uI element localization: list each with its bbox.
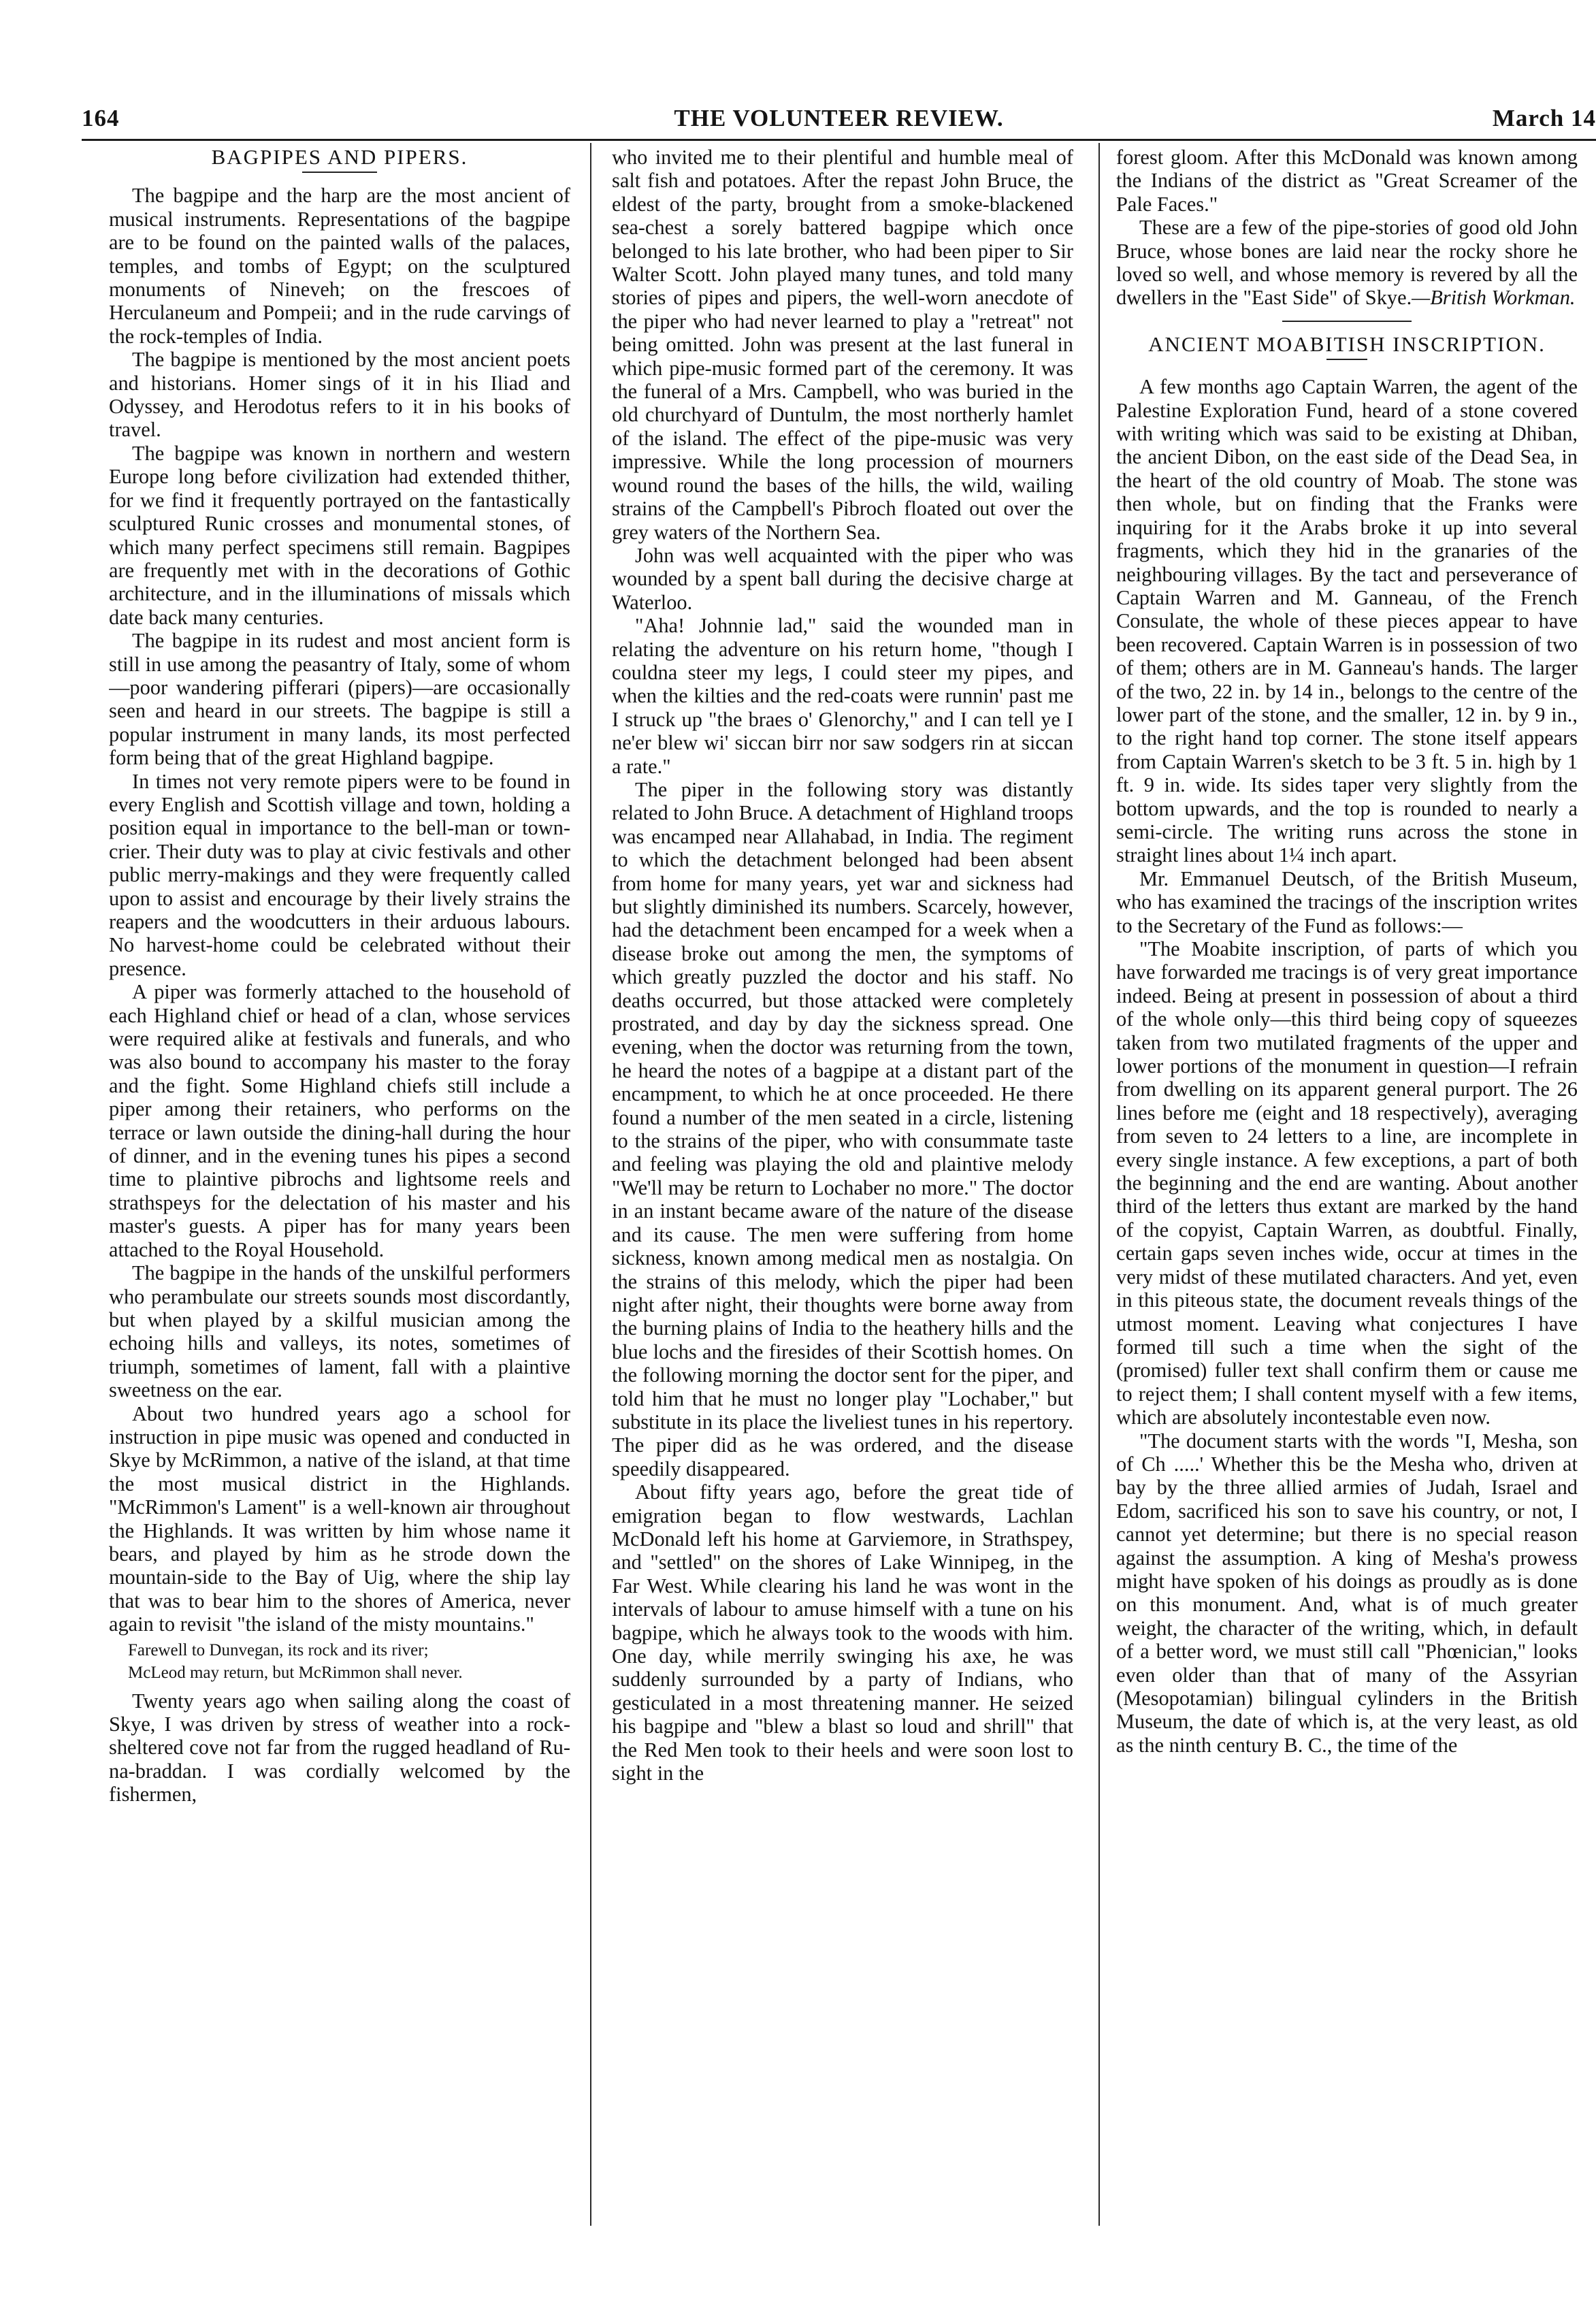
paragraph: About fifty years ago, before the great tide of emigration began to flow westwards, Lachlan McDonald left his home at Garviemore, in Strathspey, and "settled" on the shores of Lake Winnipeg, in the Far West. While clearing his land he was wont in the intervals of labour to amuse himself with a tune on his bagpipe, which he always took to the woods with him. One day, while merrily swinging his axe, he was suddenly surrounded by a party of Indians, who gesticulated in a most threatening manner. He seized his bagpipe and "blew a blast so loud and shrill" that the Red Men took to their heels and were soon lost to sight in the bbox=[612, 1480, 1073, 1785]
paragraph: About two hundred years ago a school for instruction in pipe music was opened and conducted in Skye by McRimmon, a native of the island, at that time the most musical district in the Highlands. "McRimmon's Lament" is a well-known air throughout the Highlands. It was written by him whose name it bears, and played by him as he strode down the mountain-side to the Bay of Uig, where the ship lay that was to bear him to the shores of America, never again to revisit "the island of the misty mountains." bbox=[109, 1401, 570, 1636]
paragraph: A piper was formerly attached to the household of each Highland chief or head of a clan, whose services were required alike at festivals and funerals, and who was also bound to accompany his master to the foray and the fight. Some Highland chiefs still include a piper among their retainers, who performs on the terrace or lawn outside the dining-hall during the hour of dinner, and in the evening tunes his pipes a second time to plaintive pibrochs and lightsome reels and strathspeys for the delectation of his master and his master's guests. A piper has for many years been attached to the Royal Household. bbox=[109, 980, 570, 1261]
page-number: 164 bbox=[82, 105, 120, 131]
paragraph: "The document starts with the words "I, Mesha, son of Ch .....' Whether this be the Mesha who, driven at bay by the three allied armies of Judah, Israel and Edom, sacrificed his son to save his country, or not, I cannot yet determine; but there is no special reason against the assumption. A king of Mesha's prowess might have spoken of his doings as proudly as is done on this monument. And, what is of much greater weight, the character of the writing, which, in default of a better word, we must still call "Phœnician," looks even older than that of many of the Assyrian (Mesopotamian) bilingual cylinders in the British Museum, the date of which is, at the very least, as old as the ninth century B. C., the time of the bbox=[1116, 1429, 1578, 1757]
publication-title: THE VOLUNTEER REVIEW. bbox=[674, 105, 1004, 131]
paragraph: The bagpipe was known in northern and western Europe long before civilization had extended thither, for we find it frequently portrayed on the fantastically sculptured Runic crosses and monumental stones, of which many perfect specimens still remain. Bagpipes are frequently met with in the decorations of Gothic architecture, and in the illuminations of missals which date back many centuries. bbox=[109, 441, 570, 629]
page-header bbox=[82, 105, 1596, 136]
paragraph: The bagpipe in the hands of the unskilful performers who perambulate our streets sounds most discordantly, but when played by a skilful musician among the echoing hills and valleys, its notes, sometimes of triumph, sometimes of lament, fall with a plaintive sweetness on the ear. bbox=[109, 1261, 570, 1402]
heading-rule bbox=[1326, 359, 1367, 360]
article-heading-bagpipes: BAGPIPES AND PIPERS. bbox=[211, 146, 468, 169]
column-divider bbox=[1098, 143, 1100, 2226]
paragraph-text: These are a few of the pipe-stories of good old John Bruce, whose bones are laid near the rocky shore he loved so well, and whose memory is revered by all the dwellers in the "East Side" of Skye. bbox=[1116, 216, 1578, 310]
heading-rule bbox=[302, 172, 377, 173]
paragraph: A few months ago Captain Warren, the agent of the Palestine Exploration Fund, heard of a stone covered with writing which was said to be existing at Dhiban, the ancient Dibon, on the east side of the Dead Sea, in the heart of the old country of Moab. The stone was then whole, but on finding that the Franks were inquiring for it the Arabs broke it up into several fragments, which they hid in the granaries of the neighbouring villages. By the tact and perseverance of Captain Warren and M. Ganneau, of the French Consulate, the whole of these pieces appear to have been recovered. Captain Warren is in possession of two of them; others are in M. Ganneau's hands. The larger of the two, 22 in. by 14 in., belongs to the centre of the lower part of the stone, and the smaller, 12 in. by 9 in., to the right hand top corner. The stone itself appears from Captain Warren's sketch to be 3 ft. 5 in. high by 1 ft. 9 in. wide. Its sides taper very slightly from the bottom upwards, and the top is rounded to nearly a semi-circle. The writing runs across the stone in straight lines about 1¼ inch apart. bbox=[1116, 375, 1578, 867]
paragraph: "Aha! Johnnie lad," said the wounded man in relating the adventure on his return home, "though I couldna steer my legs, I could steer my pipes, and when the kilties and the red-coats were runnin' past me I struck up "the braes o' Glenorchy," and I can tell ye I ne'er blew wi' siccan birr nor saw sodgers rin at siccan a rate." bbox=[612, 614, 1073, 778]
paragraph: The bagpipe is mentioned by the most ancient poets and historians. Homer sings of it in his Iliad and Odyssey, and Herodotus refers to it in his books of travel. bbox=[109, 348, 570, 442]
column-1 bbox=[109, 146, 570, 2269]
header-rule bbox=[82, 139, 1596, 141]
paragraph-continued: forest gloom. After this McDonald was known among the Indians of the district as "Great Screamer of the Pale Faces." bbox=[1116, 146, 1578, 216]
column-2 bbox=[612, 146, 1073, 2269]
article-credit: —British Workman. bbox=[1412, 286, 1576, 310]
paragraph: The bagpipe in its rudest and most ancient form is still in use among the peasantry of Italy, some of whom—poor wandering pifferari (pipers)—are occasionally seen and heard in our streets. The bagpipe is still a popular instrument in many lands, its most perfected form being that of the great Highland bagpipe. bbox=[109, 629, 570, 770]
issue-date: March 14 bbox=[1492, 105, 1596, 131]
section-rule bbox=[1282, 321, 1412, 322]
paragraph: Twenty years ago when sailing along the coast of Skye, I was driven by stress of weather into a rock-sheltered cove not far from the rugged headland of Ru-na-braddan. I was cordially welcomed by the fishermen, bbox=[109, 1689, 570, 1806]
paragraph-continued: who invited me to their plentiful and humble meal of salt fish and potatoes. After the repast John Bruce, the eldest of the party, brought from a smoke-blackened sea-chest a sorely battered bagpipe which once belonged to his late brother, who had been piper to Sir Walter Scott. John played many tunes, and told many stories of pipes and pipers, the well-worn anecdote of the piper who had never learned to play a "retreat" not being omitted. John was present at the last funeral in which pipe-music formed part of the ceremony. It was the funeral of a Mrs. Campbell, who was buried in the old churchyard of Duntulm, the most northerly hamlet of the island. The effect of the pipe-music was very impressive. While the long procession of mourners wound round the bases of the hills, the wild, wailing strains of the Campbell's Pibroch floated out over the grey waters of the Northern Sea. bbox=[612, 146, 1073, 544]
column-3 bbox=[1116, 146, 1578, 2269]
verse-line: Farewell to Dunvegan, its rock and its river; bbox=[128, 1640, 429, 1659]
paragraph bbox=[1116, 216, 1578, 310]
paragraph: The piper in the following story was distantly related to John Bruce. A detachment of Highland troops was encamped near Allahabad, in India. The regiment to which the detachment belonged had been absent from home for many years, yet war and sickness had but slightly diminished its numbers. Scarcely, however, had the detachment been encamped for a week when a disease broke out among the men, the symptoms of which greatly puzzled the doctor and his staff. No deaths occurred, but those attacked were completely prostrated, and day by day the sickness spread. One evening, when the doctor was returning from the town, he heard the notes of a bagpipe at a distant part of the encampment, to which he at once proceeded. He there found a number of the men seated in a circle, listening to the strains of the piper, who with consummate taste and feeling was playing the old and plaintive melody "We'll may be return to Lochaber no more." The doctor in an instant became aware of the nature of the disease and its cause. The men were suffering from home sickness, known among medical men as nostalgia. On the strains of this melody, which the piper had been night after night, their thoughts were borne away from the burning plains of India to the heathery hills and the blue lochs and the firesides of their Scottish homes. On the following morning the doctor sent for the piper, and told him that he must no longer play "Lochaber," but substitute in its place the liveliest tunes in his repertory. The piper did as he was ordered, and the disease speedily disappeared. bbox=[612, 777, 1073, 1480]
verse-line: McLeod may return, but McRimmon shall never. bbox=[128, 1663, 463, 1682]
paragraph: The bagpipe and the harp are the most ancient of musical instruments. Representations of the bagpipe are to be found on the painted walls of the palaces, temples, and tombs of Egypt; on the sculptured monuments of Nineveh; on the frescoes of Herculaneum and Pompeii; and in the rude carvings of the rock-temples of India. bbox=[109, 184, 570, 348]
paragraph: Mr. Emmanuel Deutsch, of the British Museum, who has examined the tracings of the inscription writes to the Secretary of the Fund as follows:— bbox=[1116, 866, 1578, 937]
column-divider bbox=[590, 143, 591, 2226]
paragraph: "The Moabite inscription, of parts of which you have forwarded me tracings is of very great importance indeed. Being at present in possession of about a third of the whole only—this third being copy of squeezes taken from two mutilated fragments of the upper and lower portions of the monument in question—I refrain from dwelling on its apparent general purport. The 26 lines before me (eight and 18 respectively), averaging from seven to 24 letters to a line, are incomplete in every single instance. A few exceptions, a part of both the beginning and the end are wanting. About another third of the letters thus extant are marked by the hand of the copyist, Captain Warren, as doubtful. Finally, certain gaps seven inches wide, occur at times in the very midst of these mutilated characters. And yet, even in this piteous state, the document reveals things of the utmost moment. Leaving what conjectures I have formed till such a time when the sight of the (promised) fuller text shall confirm them or cause me to reject them; I shall content myself with a few items, which are absolutely incontestable even now. bbox=[1116, 937, 1578, 1429]
article-heading-moabite: ANCIENT MOABITISH INSCRIPTION. bbox=[1148, 331, 1546, 356]
paragraph: In times not very remote pipers were to be found in every English and Scottish village and town, holding a position equal in importance to the bell-man or town-crier. Their duty was to play at civic festivals and other public merry-makings and they were frequently called upon to assist and encourage by their lively strains the reapers and the woodcutters in their arduous labours. No harvest-home could be celebrated without their presence. bbox=[109, 769, 570, 980]
paragraph: John was well acquainted with the piper who was wounded by a spent ball during the decisive charge at Waterloo. bbox=[612, 543, 1073, 614]
